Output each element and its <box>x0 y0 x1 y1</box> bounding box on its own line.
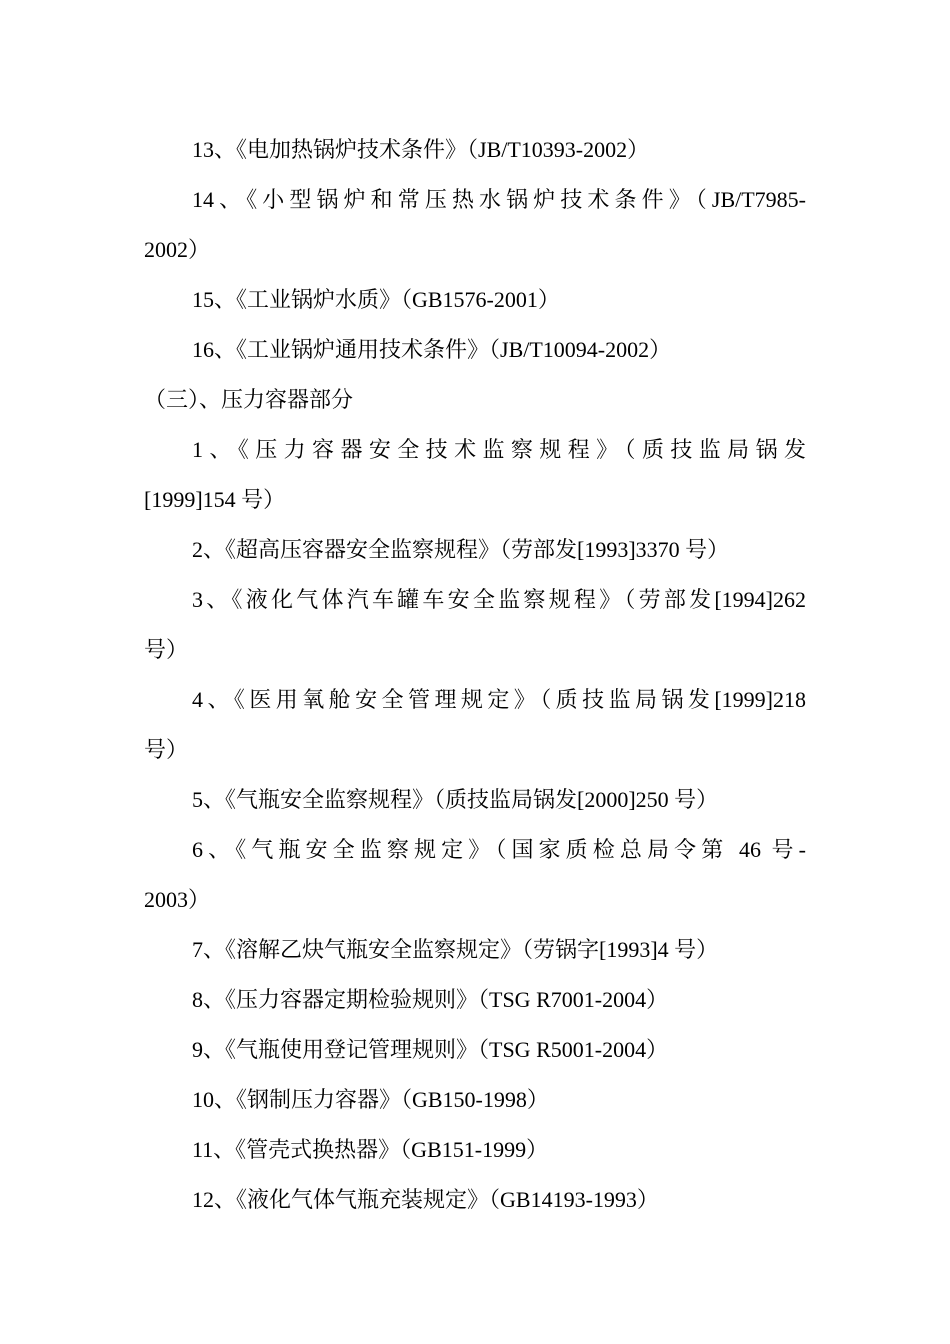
list-item-15: 15、《工业锅炉水质》（GB1576-2001） <box>192 287 560 312</box>
list-item-9: 9、《气瓶使用登记管理规则》（TSG R5001-2004） <box>192 1037 669 1062</box>
list-item-16: 16、《工业锅炉通用技术条件》（JB/T10094-2002） <box>192 337 672 362</box>
list-item-14: 14、《小型锅炉和常压热水锅炉技术条件》（JB/T7985- <box>192 187 806 212</box>
list-item-2: 2、《超高压容器安全监察规程》（劳部发[1993]3370 号） <box>192 537 730 562</box>
list-item-3-continuation: 号） <box>144 637 189 662</box>
list-item-13: 13、《电加热锅炉技术条件》（JB/T10393-2002） <box>192 137 650 162</box>
list-item-6: 6、《气瓶安全监察规定》（国家质检总局令第 46 号- <box>192 837 806 862</box>
section-heading: （三）、压力容器部分 <box>144 387 354 412</box>
list-item-1-continuation: [1999]154 号） <box>144 487 286 512</box>
list-item-3: 3、《液化气体汽车罐车安全监察规程》（劳部发[1994]262 <box>192 587 806 612</box>
list-item-11: 11、《管壳式换热器》（GB151-1999） <box>192 1137 549 1162</box>
list-item-7: 7、《溶解乙炔气瓶安全监察规定》（劳锅字[1993]4 号） <box>192 937 719 962</box>
list-item-6-continuation: 2003） <box>144 887 211 912</box>
list-item-4-continuation: 号） <box>144 737 189 762</box>
list-item-10: 10、《钢制压力容器》（GB150-1998） <box>192 1087 549 1112</box>
list-item-5: 5、《气瓶安全监察规程》（质技监局锅发[2000]250 号） <box>192 787 719 812</box>
list-item-14-continuation: 2002） <box>144 237 211 262</box>
list-item-1: 1、《压力容器安全技术监察规程》（质技监局锅发 <box>192 437 806 462</box>
list-item-4: 4、《医用氧舱安全管理规定》（质技监局锅发[1999]218 <box>192 687 806 712</box>
list-item-8: 8、《压力容器定期检验规则》（TSG R7001-2004） <box>192 987 669 1012</box>
list-item-12: 12、《液化气体气瓶充装规定》（GB14193-1993） <box>192 1187 659 1212</box>
